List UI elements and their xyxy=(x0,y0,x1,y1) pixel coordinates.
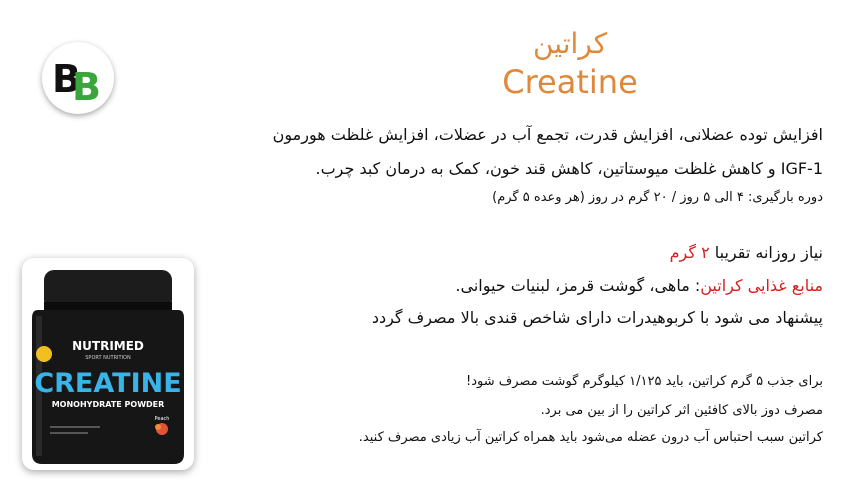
product-brand-sub: SPORT NUTRITION xyxy=(85,355,131,361)
food-sources xyxy=(455,273,823,299)
suggestion: پیشنهاد می شود با کربوهیدرات دارای شاخص قندی بالا مصرف گردد xyxy=(371,308,823,327)
food-sources-label: منابع غذایی کراتین xyxy=(700,276,823,295)
title-english: Creatine xyxy=(502,63,638,101)
note-1: برای جذب ۵ گرم کراتین، باید ۱/۱۲۵ کیلوگرم گوشت مصرف شود! xyxy=(466,374,823,389)
daily-need-amount: ۲ گرم xyxy=(669,243,710,262)
logo-icon xyxy=(42,42,114,114)
logo-letter-1: B xyxy=(52,57,81,101)
benefits-line-2: IGF-1 و کاهش غلظت میوستاتین، کاهش قند خون، کمک به درمان کبد چرب. xyxy=(315,159,823,178)
logo-letter-2: B xyxy=(72,65,101,109)
product-flavor: Peach xyxy=(154,416,170,422)
benefits-line-1: افزایش توده عضلانی، افزایش قدرت، تجمع آب در عضلات، افزایش غلظت هورمون xyxy=(272,125,823,144)
food-sources-text: : ماهی، گوشت قرمز، لبنیات حیوانی. xyxy=(455,276,701,295)
daily-need xyxy=(670,240,823,266)
product-subtitle: MONOHYDRATE POWDER xyxy=(51,400,165,409)
loading-phase: دوره بارگیری: ۴ الی ۵ روز / ۲۰ گرم در روز (هر وعده ۵ گرم) xyxy=(492,190,823,205)
product-brand: NUTRIMED xyxy=(72,339,144,353)
product-name: CREATINE xyxy=(34,368,182,399)
daily-need-label: نیاز روزانه تقریبا xyxy=(709,243,823,262)
note-2: مصرف دوز بالای کافئین اثر کراتین را از بین می برد. xyxy=(540,403,823,418)
brand-logo xyxy=(42,42,114,114)
note-3: کراتین سبب احتباس آب درون عضله می‌شود باید همراه کراتین آب زیادی مصرف کنید. xyxy=(358,430,823,445)
creatine-jar-icon xyxy=(22,258,194,470)
product-image xyxy=(22,258,194,470)
title-persian: کراتین xyxy=(532,27,608,60)
